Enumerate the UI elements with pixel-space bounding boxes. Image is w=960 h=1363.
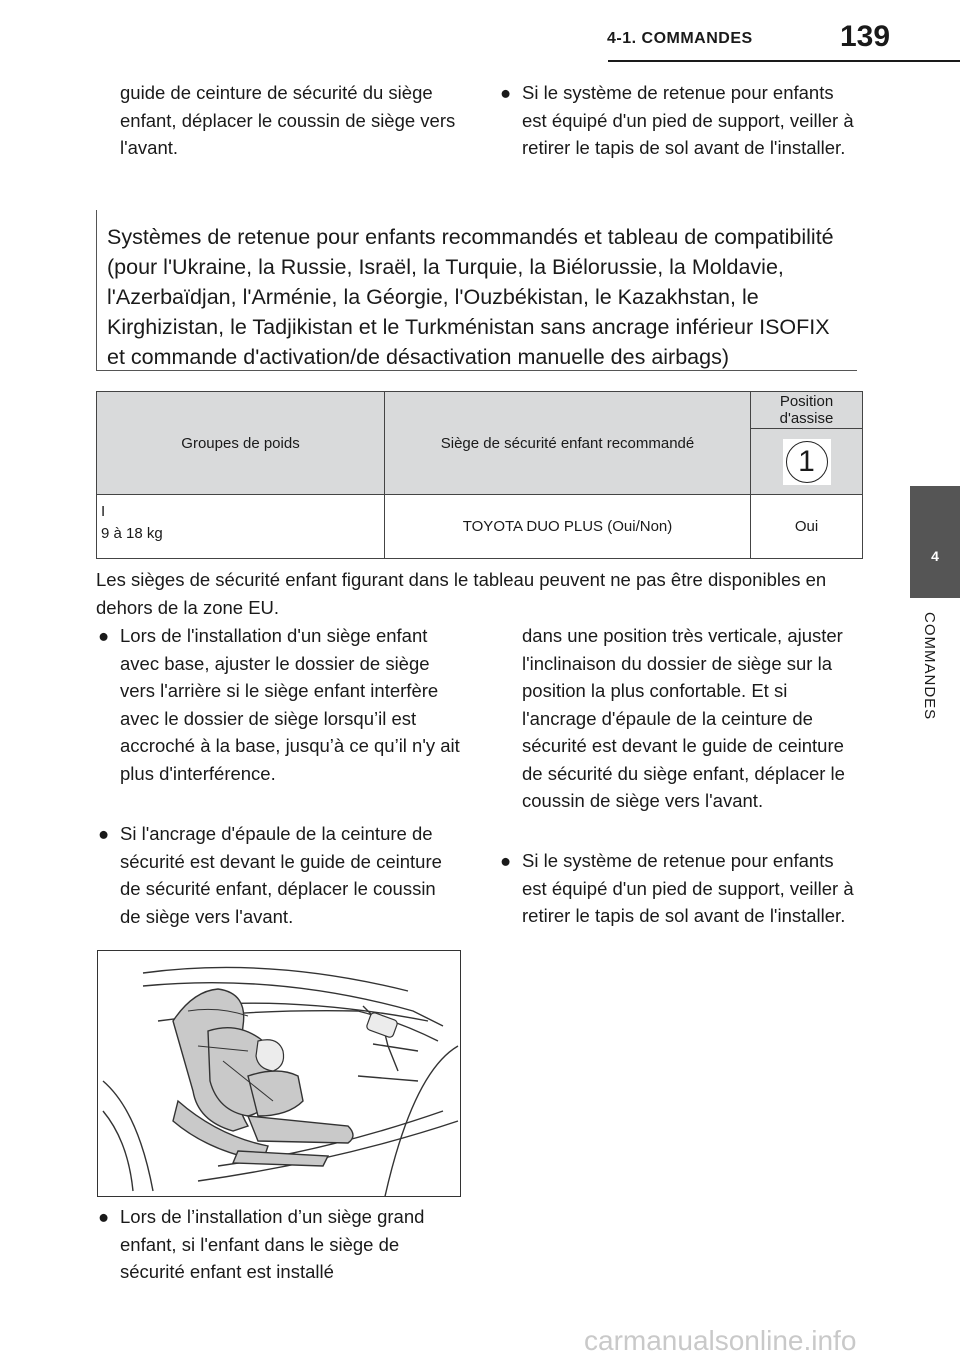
bullet-dot-icon: ● (500, 850, 512, 871)
bullet-dot-icon: ● (98, 823, 110, 844)
page-number: 139 (840, 20, 891, 53)
chapter-tab[interactable]: 4 (910, 486, 960, 598)
section-title: 4-1. COMMANDES (607, 30, 753, 47)
bullet-left-2 (98, 820, 460, 930)
table-note: Les sièges de sécurité enfant figurant dans le tableau peuvent ne pas être disponibles en dehors de la zone EU. (96, 569, 827, 618)
weight-range: 9 à 18 kg (101, 525, 163, 542)
seat-position-icon (783, 439, 831, 485)
bullet-left-1 (98, 622, 460, 787)
top-continuation-text: guide de ceinture de sécurité du siège enfant, déplacer le coussin de siège vers l'avant. (120, 82, 456, 158)
info-box (96, 210, 857, 371)
info-box-title: Systèmes de retenue pour enfants recommandés et tableau de compatibilité (pour l'Ukraine, la Russie, Israël, la Turquie, la Biélorussie, la Moldavie, l'Azerbaïdjan, l'Arménie, la Géorgie, l'Ouzbékistan, le Kazakhstan, le Kirghizistan, le Tadjikistan et le Turkménistan sans ancrage inférieur ISOFIX et commande d'activation/de désactivation manuelle des airbags) (107, 225, 834, 369)
bullet-left-3 (98, 1203, 460, 1286)
top-right-bullet (500, 79, 862, 162)
chapter-label (912, 612, 942, 762)
right-continuation-text: dans une position très verticale, ajuster l'inclinaison du dossier de siège sur la position la plus confortable. Et si l'ancrage d'épaule de la ceinture de sécurité est devant le guide de ceinture de sécurité du siège enfant, déplacer le coussin de siège vers l'avant. (522, 625, 845, 811)
chapter-label-text: COMMANDES (921, 612, 938, 721)
header-recommended-seat: Siège de sécurité enfant recommandé (385, 392, 751, 495)
bullet-text: Lors de l'installation d'un siège enfant avec base, ajuster le dossier de siège vers l'arrière si le siège enfant interfère avec le dossier de siège lorsqu’il est accroché à la base, jusqu’à ce qu’il n'y ait plus d'interférence. (120, 625, 460, 784)
watermark: carmanualsonline.info (584, 1325, 857, 1356)
bullet-dot-icon: ● (98, 625, 110, 646)
child-seat-illustration (97, 950, 461, 1197)
bullet-text: Si l'ancrage d'épaule de la ceinture de sécurité est devant le guide de ceinture de sécurité enfant, déplacer le coussin de siège vers l'avant. (120, 823, 442, 927)
group-label: I (101, 503, 106, 520)
table-row-seat: TOYOTA DUO PLUS (Oui/Non) (385, 495, 751, 559)
bullet-text: Lors de l’installation d’un siège grand enfant, si l'enfant dans le siège de sécurité enfant est installé (120, 1206, 425, 1282)
table-row-group (97, 495, 385, 559)
header-weight-groups: Groupes de poids (97, 392, 385, 495)
bullet-dot-icon: ● (500, 82, 512, 103)
bullet-right-1 (500, 847, 862, 930)
table-row-position-1: Oui (751, 495, 863, 559)
compatibility-table (96, 391, 863, 559)
header-divider (608, 60, 960, 62)
bullet-dot-icon: ● (98, 1206, 110, 1227)
bullet-text: Si le système de retenue pour enfants est équipé d'un pied de support, veiller à retirer le tapis de sol avant de l'installer. (522, 850, 854, 926)
header-position-1 (751, 429, 863, 495)
child-seat-drawing (98, 951, 460, 1196)
position-number-icon: 1 (786, 441, 828, 483)
header-seating-position: Position d'assise (751, 392, 863, 429)
bullet-text: Si le système de retenue pour enfants est équipé d'un pied de support, veiller à retirer le tapis de sol avant de l'installer. (522, 82, 854, 158)
